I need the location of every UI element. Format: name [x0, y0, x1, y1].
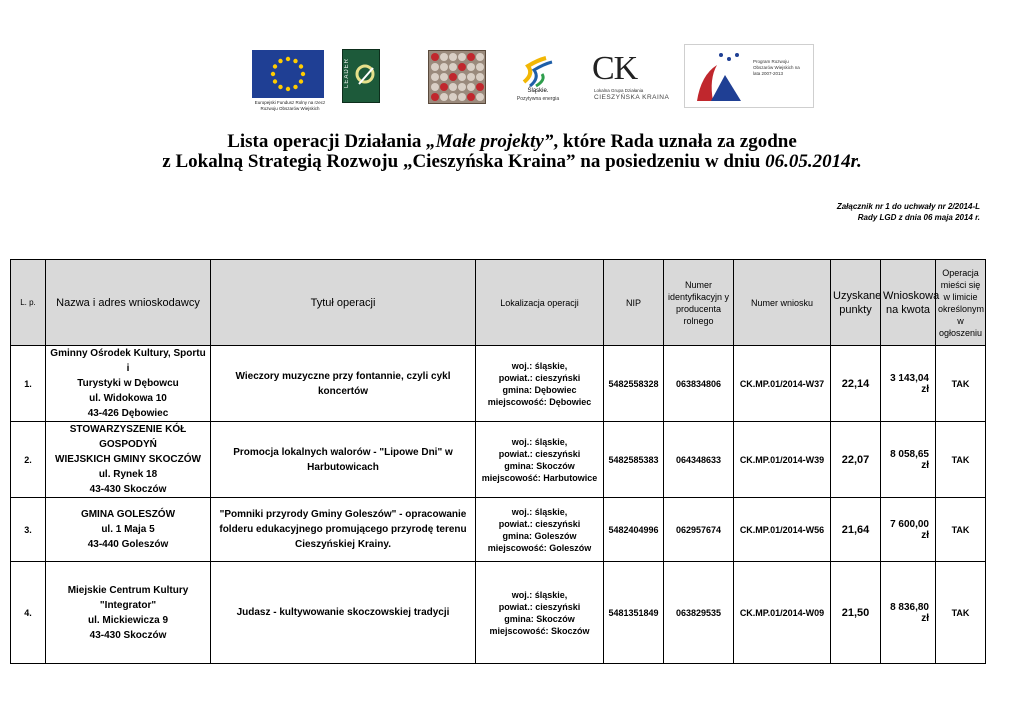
cell-applicant-line: WIEJSKICH GMINY SKOCZÓW [55, 454, 201, 465]
mosaic-dot-icon [458, 53, 466, 61]
cell-applicant [46, 346, 211, 422]
mosaic-dot-icon [440, 63, 448, 71]
cell-location [476, 562, 604, 664]
table-row [11, 498, 986, 562]
slaskie-logo [510, 56, 562, 104]
ck-monogram: CK [592, 50, 638, 87]
ck-logo [590, 50, 678, 104]
cell-applicant-line: ul. Widokowa 10 [89, 393, 167, 404]
cell-location-line: gmina: Dębowiec [502, 384, 577, 395]
operations-table [10, 259, 986, 664]
cell-location [476, 346, 604, 422]
cell-operation-title [211, 498, 476, 562]
cell-lp: 4. [11, 562, 46, 664]
cell-location-line: miejscowość: Skoczów [489, 625, 590, 636]
cell-operation-title [211, 422, 476, 498]
mosaic-dot-icon [458, 63, 466, 71]
cell-location [476, 498, 604, 562]
mosaic-dot-icon [467, 93, 475, 101]
mosaic-dot-icon [476, 73, 484, 81]
logo-strip [248, 44, 814, 114]
prow-caption: Program Rozwoju Obszarów Wiejskich na lata 2007-2013 [753, 59, 800, 76]
mosaic-dot-icon [476, 93, 484, 101]
cell-applicant-line: Gminny Ośrodek Kultury, Sportu i [50, 348, 206, 374]
cell-operation-title [211, 346, 476, 422]
header-amount: Wnioskowa na kwota [881, 260, 936, 346]
cell-applicant-line: 43-426 Dębowiec [87, 408, 169, 419]
cell-location-line: miejscowość: Harbutowice [481, 472, 598, 483]
mosaic-dot-icon [440, 53, 448, 61]
cell-operation-title-line: Cieszyńskiej Krainy. [295, 539, 391, 550]
cell-applicant-line: 43-440 Goleszów [87, 539, 169, 550]
cell-location-line: gmina: Skoczów [504, 613, 575, 624]
mosaic-dot-icon [449, 93, 457, 101]
prow-logo [684, 44, 814, 108]
cell-location-line: woj.: śląskie, [511, 589, 568, 600]
page-title-line2 [0, 151, 1024, 173]
slaskie-waves-icon [510, 56, 562, 88]
header-limit: Operacja mieści się w limicie określonym w ogłoszeniu [936, 260, 986, 346]
cell-application-number: CK.MP.01/2014-W56 [734, 498, 831, 562]
annex-line2: Rady LGD z dnia 06 maja 2014 r. [857, 213, 980, 222]
mosaic-dot-icon [467, 63, 475, 71]
mosaic-dot-icon [431, 73, 439, 81]
mosaic-dot-icon [449, 73, 457, 81]
cell-applicant-line: ul. Mickiewicza 9 [87, 614, 169, 626]
mosaic-dot-icon [458, 73, 466, 81]
mosaic-dot-icon [467, 53, 475, 61]
header-points: Uzyskane punkty [831, 260, 881, 346]
ck-subtitle: Lokalna Grupa Działania [594, 88, 644, 93]
leader-logo [342, 49, 380, 103]
cell-applicant-line: 43-430 Skoczów [89, 629, 167, 641]
eu-star-icon [299, 79, 303, 83]
header-nip: NIP [604, 260, 664, 346]
leader-text: LEADER [344, 58, 350, 89]
cell-applicant [46, 562, 211, 664]
mosaic-dot-icon [476, 63, 484, 71]
slaskie-tagline: Pozytywna energia [516, 96, 560, 102]
leader-emblem-icon [343, 50, 379, 102]
cell-operation-title-line: Wieczory muzyczne przy fontannie, czyli cykl [235, 370, 451, 382]
ck-name: CIESZYŃSKA KRAINA [594, 94, 670, 101]
cell-location-line: woj.: śląskie, [511, 506, 568, 517]
cell-producer-id: 063834806 [664, 346, 734, 422]
mosaic-dot-icon [440, 83, 448, 91]
annex-note [837, 201, 980, 223]
leader-mosaic-logo [428, 50, 486, 104]
cell-applicant-line: Turystyki w Dębowcu [77, 378, 179, 389]
mosaic-dot-icon [476, 83, 484, 91]
eu-stars-icon [252, 50, 324, 98]
header-title: Tytuł operacji [211, 260, 476, 346]
mosaic-dot-icon [431, 63, 439, 71]
eu-flag-logo [252, 50, 324, 98]
header-lp: L. p. [11, 260, 46, 346]
eu-star-icon [271, 72, 275, 76]
table-row [11, 562, 986, 664]
cell-points: 21,50 [831, 562, 881, 664]
title-part: z Lokalną Strategią Rozwoju „Cieszyńska Kraina” na posiedzeniu w dniu [162, 151, 766, 172]
cell-nip: 5481351849 [604, 562, 664, 664]
cell-application-number: CK.MP.01/2014-W09 [734, 562, 831, 664]
slaskie-name: Śląskie. [527, 88, 549, 94]
cell-lp: 3. [11, 498, 46, 562]
cell-amount: 8 058,65 zł [881, 422, 936, 498]
eu-star-icon [301, 72, 305, 76]
cell-producer-id: 063829535 [664, 562, 734, 664]
cell-operation-title [211, 562, 476, 664]
cell-nip: 5482558328 [604, 346, 664, 422]
cell-limit: TAK [936, 422, 986, 498]
cell-location-line: powiat.: cieszyński [498, 372, 581, 383]
cell-applicant-line: Miejskie Centrum Kultury [67, 584, 189, 596]
table-row [11, 422, 986, 498]
eu-star-icon [278, 59, 282, 63]
cell-producer-id: 062957674 [664, 498, 734, 562]
cell-applicant-line: GMINA GOLESZÓW [80, 509, 176, 520]
eu-caption [248, 100, 332, 111]
cell-points: 22,14 [831, 346, 881, 422]
cell-applicant-line: ul. 1 Maja 5 [101, 524, 155, 535]
cell-applicant-line: 43-430 Skoczów [89, 484, 167, 495]
eu-caption-line2: Rozwoju Obszarów Wiejskich [260, 105, 320, 111]
cell-limit: TAK [936, 562, 986, 664]
mosaic-dot-icon [449, 53, 457, 61]
title-part: Lista operacji Działania [227, 131, 427, 152]
annex-line1: Załącznik nr 1 do uchwały nr 2/2014-L [836, 202, 980, 211]
cell-amount: 8 836,80 zł [881, 562, 936, 664]
cell-applicant-line: STOWARZYSZENIE KÓŁ GOSPODYŃ [69, 424, 187, 450]
table-row [11, 346, 986, 422]
eu-star-icon [286, 57, 290, 61]
cell-limit: TAK [936, 498, 986, 562]
mosaic-dot-icon [467, 73, 475, 81]
cell-amount: 7 600,00 zł [881, 498, 936, 562]
cell-location [476, 422, 604, 498]
mosaic-dot-icon [449, 83, 457, 91]
mosaic-dot-icon [440, 73, 448, 81]
cell-points: 21,64 [831, 498, 881, 562]
cell-location-line: miejscowość: Goleszów [487, 542, 592, 553]
cell-applicant [46, 422, 211, 498]
mosaic-dot-icon [440, 93, 448, 101]
eu-star-icon [293, 85, 297, 89]
page-title-line1 [0, 131, 1024, 153]
cell-location-line: gmina: Skoczów [504, 460, 575, 471]
cell-location-line: woj.: śląskie, [511, 436, 568, 447]
eu-star-icon [273, 64, 277, 68]
mosaic-dot-icon [467, 83, 475, 91]
eu-caption-line1: Europejski Fundusz Rolny na rzecz [254, 100, 326, 105]
cell-amount: 3 143,04 zł [881, 346, 936, 422]
cell-application-number: CK.MP.01/2014-W37 [734, 346, 831, 422]
cell-location-line: powiat.: cieszyński [498, 448, 581, 459]
title-part: , które Rada uznała za zgodne [553, 131, 797, 152]
title-measure-name: „Małe projekty” [426, 131, 554, 152]
cell-operation-title-line: Promocja lokalnych walorów - "Lipowe Dni" w [233, 446, 453, 458]
table-header-row [11, 260, 986, 346]
cell-location-line: powiat.: cieszyński [498, 518, 581, 529]
cell-operation-title-line: "Pomniki przyrody Gminy Goleszów" - opracowanie [219, 509, 467, 520]
cell-location-line: miejscowość: Dębowiec [487, 396, 592, 407]
cell-lp: 1. [11, 346, 46, 422]
cell-limit: TAK [936, 346, 986, 422]
cell-applicant-line: ul. Rynek 18 [98, 469, 158, 480]
header-application-number: Numer wniosku [734, 260, 831, 346]
prow-emblem-icon [687, 45, 751, 105]
cell-application-number: CK.MP.01/2014-W39 [734, 422, 831, 498]
mosaic-dot-icon [431, 53, 439, 61]
cell-location-line: powiat.: cieszyński [498, 601, 581, 612]
cell-operation-title-line: Harbutowicach [307, 461, 379, 473]
cell-producer-id: 064348633 [664, 422, 734, 498]
eu-star-icon [299, 64, 303, 68]
mosaic-dot-icon [431, 93, 439, 101]
header-location: Lokalizacja operacji [476, 260, 604, 346]
cell-applicant [46, 498, 211, 562]
cell-nip: 5482585383 [604, 422, 664, 498]
mosaic-dot-icon [476, 53, 484, 61]
cell-location-line: gmina: Goleszów [502, 530, 577, 541]
cell-location-line: woj.: śląskie, [511, 360, 568, 371]
cell-applicant-line: "Integrator" [99, 599, 157, 611]
eu-star-icon [286, 87, 290, 91]
header-name: Nazwa i adres wnioskodawcy [46, 260, 211, 346]
eu-star-icon [273, 79, 277, 83]
cell-nip: 5482404996 [604, 498, 664, 562]
cell-points: 22,07 [831, 422, 881, 498]
cell-operation-title-line: Judasz - kultywowanie skoczowskiej tradycji [236, 607, 450, 618]
cell-operation-title-line: folderu edukacyjnego promującego przyrodę terenu [219, 524, 467, 535]
cell-operation-title-line: koncertów [317, 385, 368, 397]
cell-lp: 2. [11, 422, 46, 498]
mosaic-dot-icon [449, 63, 457, 71]
mosaic-dot-icon [431, 83, 439, 91]
title-date: 06.05.2014r. [765, 151, 862, 172]
eu-star-icon [293, 59, 297, 63]
eu-star-icon [278, 85, 282, 89]
mosaic-dot-icon [458, 83, 466, 91]
mosaic-dot-icon [458, 93, 466, 101]
header-producer-id: Numer identyfikacyjn y producenta rolnego [664, 260, 734, 346]
